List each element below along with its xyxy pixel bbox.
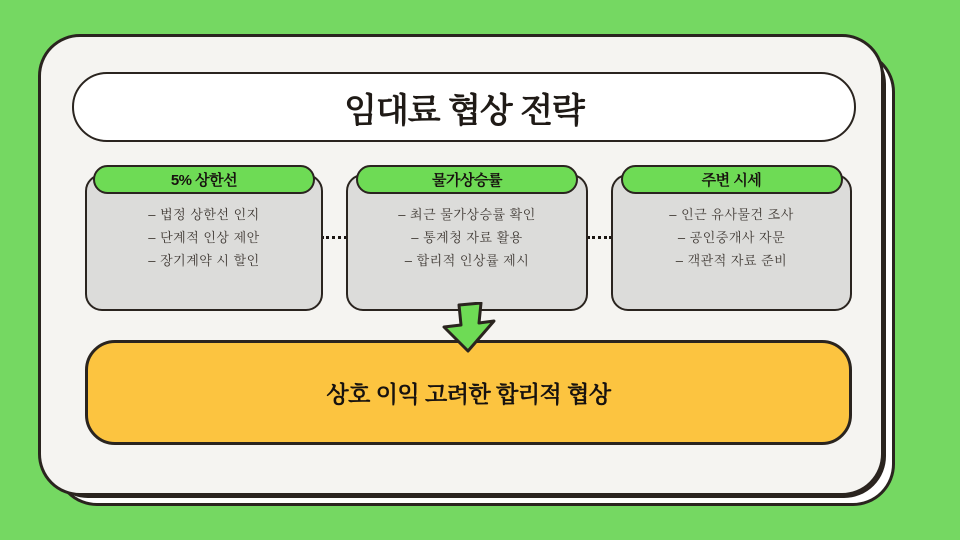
dotted-connector-2 xyxy=(587,236,612,239)
list-item: – 통계청 자료 활용 xyxy=(411,230,523,245)
page-title: 임대료 협상 전략 xyxy=(344,91,584,130)
title-pill xyxy=(72,72,856,142)
strategy-column-inflation xyxy=(346,165,588,313)
conclusion-label: 상호 이익 고려한 합리적 협상 xyxy=(326,381,611,407)
column-header-label: 5% 상한선 xyxy=(170,172,238,189)
column-header-pill xyxy=(93,165,315,194)
column-body-box xyxy=(346,174,588,311)
dotted-connector-1 xyxy=(321,236,347,239)
column-header-label: 주변 시세 xyxy=(701,172,762,189)
list-item: – 법정 상한선 인지 xyxy=(148,207,260,222)
card-content xyxy=(41,37,881,493)
list-item: – 장기계약 시 할인 xyxy=(148,253,260,268)
strategy-column-cap xyxy=(85,165,323,313)
main-card xyxy=(38,34,884,496)
list-item: – 공인중개사 자문 xyxy=(677,230,786,245)
list-item: – 객관적 자료 준비 xyxy=(675,253,788,268)
column-header-label: 물가상승률 xyxy=(432,172,502,189)
list-item: – 합리적 인상률 제시 xyxy=(404,253,530,268)
column-body-box xyxy=(85,174,323,311)
column-header-pill xyxy=(356,165,578,194)
down-arrow-icon xyxy=(438,302,500,354)
column-body-box xyxy=(611,174,852,311)
conclusion-banner xyxy=(85,340,852,445)
list-item: – 인근 유사물건 조사 xyxy=(669,207,794,222)
strategy-column-market xyxy=(611,165,852,313)
list-item: – 단계적 인상 제안 xyxy=(148,230,260,245)
column-header-pill xyxy=(621,165,843,194)
list-item: – 최근 물가상승률 확인 xyxy=(398,207,536,222)
